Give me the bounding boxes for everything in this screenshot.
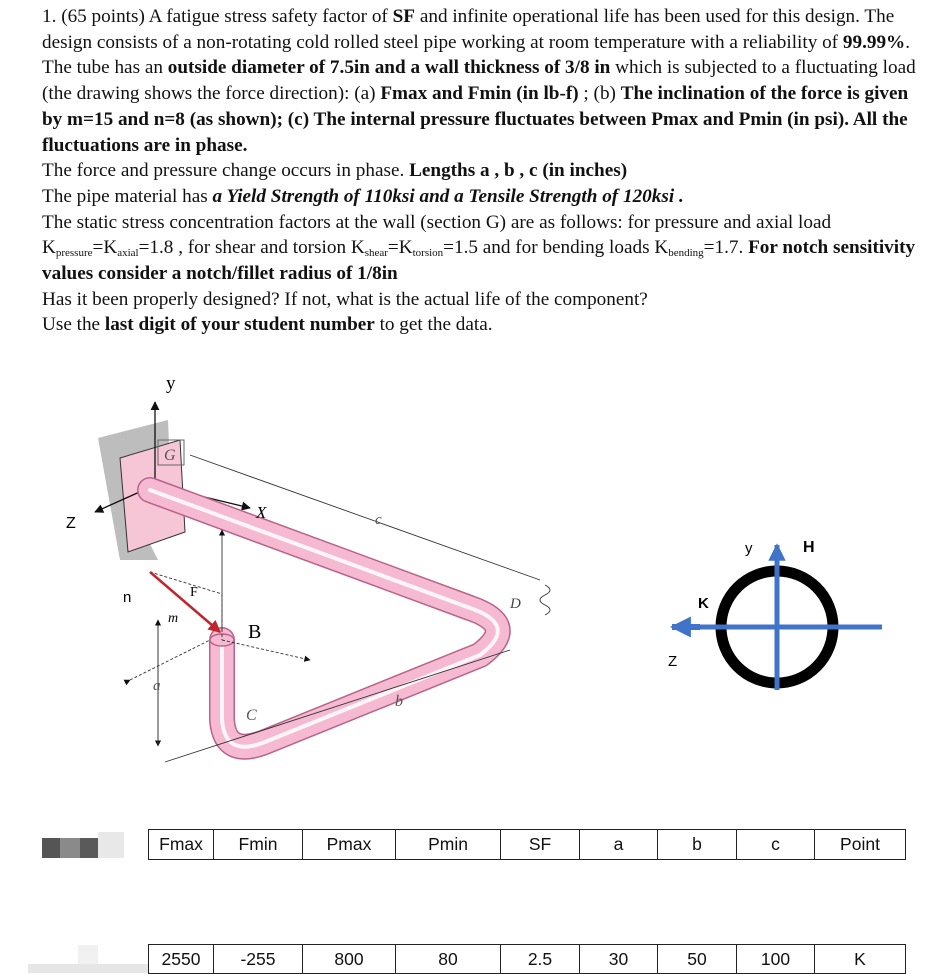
- label-G: G: [164, 447, 176, 464]
- value-c: 100: [737, 945, 815, 974]
- text: 1. (65 points) A fatigue stress safety factor of: [42, 6, 393, 27]
- header-c: c: [737, 830, 815, 860]
- pipe: [150, 490, 498, 747]
- text-bold: Lengths a , b , c (in inches): [409, 160, 628, 182]
- text: ; (b): [578, 83, 621, 105]
- data-table-values: [148, 944, 906, 974]
- text: The pipe material has: [42, 185, 213, 207]
- value-pmax: 800: [303, 945, 396, 974]
- header-pmin: Pmin: [396, 830, 501, 860]
- table-row: [149, 830, 906, 860]
- subscript: axial: [117, 247, 139, 260]
- text: The static stress concentration factors at the wall (section G) are as follows: for pressure and axial load K: [42, 211, 832, 259]
- text: . The tube has an: [42, 31, 911, 79]
- value-b: 50: [658, 945, 737, 974]
- label-n: n: [123, 589, 132, 606]
- label-B: B: [248, 621, 262, 643]
- label-F: F: [190, 585, 198, 600]
- text: Use the: [42, 314, 105, 336]
- text: =K: [92, 237, 118, 259]
- subscript: bending: [668, 247, 704, 260]
- cross-label-H: H: [803, 539, 815, 556]
- text-bold: For notch sensitivity values consider a notch/fillet radius of 1/8in: [42, 237, 916, 285]
- redacted-block-5: [78, 945, 98, 965]
- label-a: a: [153, 678, 161, 694]
- subscript: shear: [364, 247, 388, 260]
- redacted-block-4: [98, 832, 124, 858]
- ref-dashed-3: [222, 640, 310, 660]
- label-D: D: [510, 596, 521, 612]
- cross-label-y: y: [745, 540, 753, 557]
- value-fmax: 2550: [149, 945, 214, 974]
- text-bold: (as shown); (c) The internal pressure fluctuates between Pmax and Pmin (in psi). All the fluctuations are in phase.: [42, 108, 908, 156]
- data-table-header: [148, 829, 906, 860]
- label-y: y: [166, 373, 176, 394]
- text: which is subjected to a fluctuating load (the drawing shows the force direction): (a): [42, 57, 916, 105]
- header-fmin: Fmin: [214, 830, 303, 860]
- cross-label-Z: Z: [668, 653, 678, 670]
- label-C: C: [246, 707, 257, 724]
- text: =1.5 and for bending loads K: [443, 237, 669, 259]
- cross-section: [672, 545, 882, 690]
- label-b: b: [395, 693, 403, 710]
- value-a: 30: [580, 945, 658, 974]
- text-bold: 99.99%: [842, 31, 906, 53]
- header-sf: SF: [501, 830, 580, 860]
- subscript: torsion: [412, 247, 444, 260]
- redacted-block-2: [60, 838, 80, 858]
- label-m: m: [168, 611, 179, 626]
- text: and infinite operational life has been used for this design. The design consists of a non-rotating cold rolled steel pipe working at room temperature with a reliability of: [42, 6, 895, 53]
- text-bold: last digit of your student number: [104, 314, 375, 336]
- value-sf: 2.5: [501, 945, 580, 974]
- text-bold-italic: a Yield Strength of 110ksi and a Tensile Strength of 120ksi .: [212, 185, 684, 207]
- dim-a-ext: [130, 640, 210, 680]
- redacted-bar: [28, 964, 148, 973]
- value-point: K: [815, 945, 906, 974]
- text: =1.7.: [703, 237, 749, 259]
- text-bold: Fmax and Fmin (in lb-f): [380, 83, 579, 105]
- header-a: a: [580, 830, 658, 860]
- table-row: [149, 945, 906, 974]
- ref-dashed-1: [150, 572, 222, 594]
- text: to get the data.: [374, 314, 493, 336]
- label-X: X: [256, 503, 267, 522]
- header-b: b: [658, 830, 737, 860]
- label-Z: Z: [66, 515, 76, 532]
- header-fmax: Fmax: [149, 830, 214, 860]
- dim-squiggle: [540, 585, 550, 615]
- problem-paragraph-5: Has it been properly designed? If not, what is the actual life of the component?: [42, 288, 648, 310]
- value-fmin: -255: [214, 945, 303, 974]
- text: The force and pressure change occurs in phase.: [42, 160, 410, 182]
- force-F-arrow: [150, 572, 220, 632]
- subscript: pressure: [55, 247, 93, 260]
- text: =1.8 , for shear and torsion K: [138, 237, 365, 259]
- text-bold: SF: [392, 6, 416, 27]
- redacted-block-3: [80, 838, 98, 858]
- text: =K: [387, 237, 413, 259]
- redacted-block-1: [42, 838, 60, 858]
- label-c: c: [375, 512, 382, 528]
- header-pmax: Pmax: [303, 830, 396, 860]
- text-bold: The inclination of the force is given by m=15 and n=8: [42, 83, 909, 130]
- header-point: Point: [815, 830, 906, 860]
- text-bold: outside diameter of 7.5in and a wall thickness of 3/8 in: [167, 57, 611, 79]
- value-pmin: 80: [396, 945, 501, 974]
- cross-label-K: K: [698, 595, 709, 612]
